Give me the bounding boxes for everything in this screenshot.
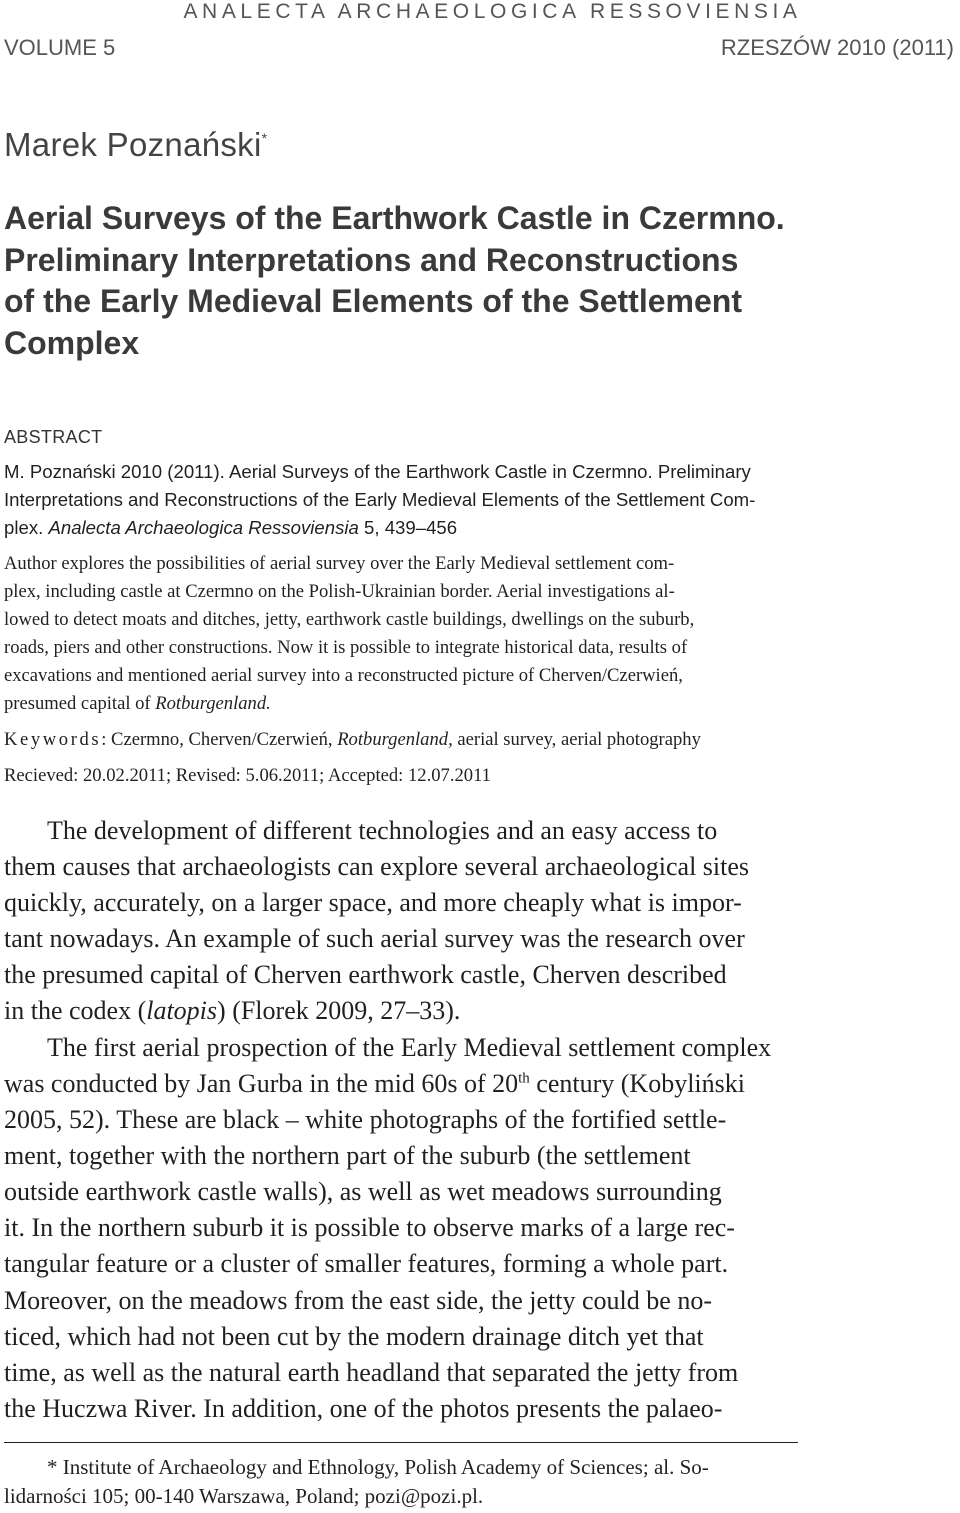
body-line: tangular feature or a cluster of smaller features, forming a whole part. [4, 1249, 729, 1278]
body-text: century (Kobyliński [529, 1069, 745, 1098]
body-line [4, 996, 460, 1026]
keywords-line [4, 729, 701, 751]
abstract-text-line: Author explores the possibilities of aerial survey over the Early Medieval settlement com- [4, 553, 675, 574]
title-line: Complex [4, 324, 140, 361]
body-text: was conducted by Jan Gurba in the mid 60s of 20 [4, 1069, 519, 1098]
dates-line: Recieved: 20.02.2011; Revised: 5.06.2011; Accepted: 12.07.2011 [4, 765, 491, 786]
keywords-label: Keywords [4, 729, 102, 750]
keyword-italic: Rotburgenland, [337, 729, 453, 750]
body-line: outside earthwork castle walls), as well as wet meadows surrounding [4, 1177, 722, 1206]
title-line: of the Early Medieval Elements of the Settlement [4, 283, 742, 319]
body-line: tant nowadays. An example of such aerial survey was the research over [4, 924, 745, 953]
body-line: the Huczwa River. In addition, one of the photos presents the palaeo- [4, 1394, 723, 1423]
paper-title [4, 198, 804, 364]
abstract-italic-term: Rotburgenland. [155, 693, 271, 714]
place-year-label: RZESZÓW 2010 (2011) [720, 35, 954, 60]
citation-text: plex. [4, 517, 49, 538]
volume-label: VOLUME 5 [4, 35, 116, 60]
body-text: ) (Florek 2009, 27–33). [217, 996, 461, 1025]
body-line: time, as well as the natural earth headland that separated the jetty from [4, 1358, 739, 1387]
footnote-rule [4, 1442, 798, 1443]
abstract-text: presumed capital of [4, 693, 156, 714]
footnote-line: * Institute of Archaeology and Ethnology, Polish Academy of Sciences; al. So- [47, 1455, 709, 1479]
citation-pages: 5, 439–456 [358, 517, 458, 538]
journal-title-italic: Analecta Archaeologica Ressoviensia [48, 517, 359, 538]
abstract-text-line: lowed to detect moats and ditches, jetty, earthwork castle buildings, dwellings on the suburb, [4, 609, 695, 630]
body-line: ment, together with the northern part of the suburb (the settlement [4, 1141, 691, 1170]
footnote-line: lidarności 105; 00-140 Warszawa, Poland; pozi@pozi.pl. [4, 1484, 484, 1508]
author-name [4, 126, 267, 164]
abstract-text-line: plex, including castle at Czermno on the Polish-Ukrainian border. Aerial investigations al- [4, 581, 675, 602]
body-line: The first aerial prospection of the Early Medieval settlement complex [47, 1033, 772, 1062]
journal-name: ANALECTA ARCHAEOLOGICA RESSOVIENSIA [183, 0, 802, 23]
body-line: ticed, which had not been cut by the modern drainage ditch yet that [4, 1322, 704, 1351]
body-line: the presumed capital of Cherven earthwork castle, Cherven described [4, 960, 727, 989]
body-italic-term: latopis [146, 996, 218, 1025]
body-line: 2005, 52). These are black – white photographs of the fortified settle- [4, 1105, 727, 1134]
abstract-citation-line: M. Poznański 2010 (2011). Aerial Surveys of the Earthwork Castle in Czermno. Preliminary [4, 461, 751, 482]
ordinal-superscript: th [518, 1070, 530, 1087]
title-line: Preliminary Interpretations and Reconstructions [4, 241, 739, 278]
title-line: Aerial Surveys of the Earthwork Castle in Czermno. [4, 200, 785, 236]
author-footnote-mark: * [261, 130, 268, 146]
abstract-text-line: excavations and mentioned aerial survey into a reconstructed picture of Cherven/Czerwień, [4, 665, 683, 686]
author-name-text: Marek Poznański [4, 126, 262, 163]
body-line [4, 1069, 745, 1099]
body-text: in the codex ( [4, 996, 147, 1025]
body-line: it. In the northern suburb it is possible to observe marks of a large rec- [4, 1213, 735, 1242]
abstract-text-line: roads, piers and other constructions. Now it is possible to integrate historical data, results of [4, 637, 688, 658]
keywords-text: aerial survey, aerial photography [452, 729, 701, 750]
abstract-heading: ABSTRACT [4, 427, 103, 447]
body-line: Moreover, on the meadows from the east side, the jetty could be no- [4, 1286, 712, 1315]
abstract-citation-line [4, 517, 457, 539]
abstract-citation-line: Interpretations and Reconstructions of the Early Medieval Elements of the Settlement Com- [4, 489, 756, 510]
body-line: The development of different technologies and an easy access to [47, 816, 718, 845]
abstract-text-line [4, 693, 271, 715]
keywords-text: : Czermno, Cherven/Czerwień, [101, 729, 338, 750]
body-line: them causes that archaeologists can explore several archaeological sites [4, 852, 750, 881]
body-line: quickly, accurately, on a larger space, and more cheaply what is impor- [4, 888, 742, 917]
